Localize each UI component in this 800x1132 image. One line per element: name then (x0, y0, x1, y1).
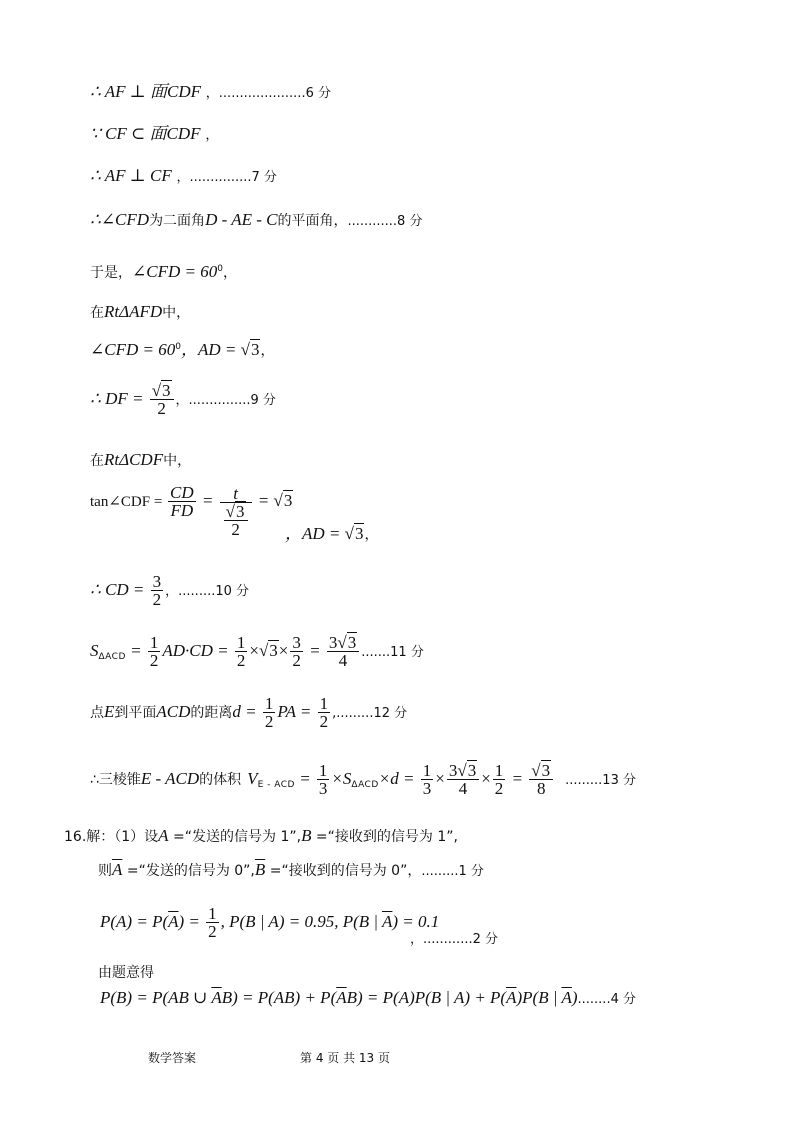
line-probabilities: $P(A) = P(\overline{A})$ = $\frac{1}{2}$ , P(B | A) = 0.95, P(B | $\overline{A}) = 0.1$ (100, 904, 440, 941)
score-13: .........13 分 (565, 773, 636, 788)
line-df-value: ∴ DF = $\frac{√3}{2}$ ，...............9 分 (90, 381, 276, 418)
line-ad-root3: ∠CFD = $60^0$，AD = √3， (90, 340, 275, 359)
line-af-perp-cf: ∴ AF ⊥ CF ，...............7 分 (90, 166, 277, 185)
fraction: $\frac{√3}{2}$ (150, 382, 174, 417)
line-area-acd: $S_{\Delta ACD}$ = $\frac{1}{2}$ AD·CD = $\frac{1}{2}$ ×√3× $\frac{3}{2}$ = $\frac{3√3}{4}$ .......11 分 (90, 633, 424, 670)
score-2: ，............2 分 (410, 932, 498, 947)
line-total-probability: P(B) = P(AB ∪ $\overline{A}B) = P(AB) + P(\overline{A}B) = P(A)P(B$ | $A) + P(\overline{A})P(B$ | $\overline{A})........4$ 分 (100, 988, 636, 1007)
line-cd-value: ∴ CD = $\frac{3}{2}$ ，.........10 分 (90, 572, 250, 609)
score-7: ，...............7 分 (176, 170, 277, 185)
line-complement-define: 则$\overline{A}$ =“发送的信号为 $0”,\overline{B}$ =“接收到的信号为 0”，.........1 分 (98, 860, 484, 879)
score-12: ,.........12 分 (332, 706, 408, 721)
line-q16-define: 16.解：（1）设A =“发送的信号为 1”,B =“接收到的信号为 1”, (64, 826, 458, 845)
score-10: ，.........10 分 (165, 584, 250, 599)
score-8: ............8 分 (347, 214, 423, 229)
fraction-nested: $\frac{t}{\frac{√3}{2}}$ (220, 485, 252, 538)
score-11: .......11 分 (361, 645, 424, 660)
line-tan-cdf: tan∠CDF = $\frac{CD}{FD}$ = $\frac{t}{\frac{√3}{2}}$ = √3 (90, 483, 293, 539)
fraction-cd-fd: $\frac{CD}{FD}$ (170, 483, 194, 520)
line-angle-60: 于是，∠CFD = $60^0$， (90, 262, 237, 281)
line-ad-root3-b: ，AD = √3， (285, 524, 379, 543)
line-cf-in-plane: ∵ CF ⊂ 面CDF ， (90, 124, 219, 143)
score-1: .........1 分 (421, 864, 484, 879)
score-6: ，.....................6 分 (205, 86, 331, 101)
line-dihedral-angle: ∴∠CFD为二面角D - AE - C的平面角，............8 分 (90, 210, 423, 229)
line-by-problem: 由题意得 (98, 965, 154, 981)
line-in-triangle-afd: 在RtΔAFD中， (90, 302, 191, 321)
line-in-triangle-cdf: 在RtΔCDF中， (90, 450, 192, 469)
line-volume: ∴三棱锥E - ACD的体积 $V_{E - ACD}$ = $\frac{1}{3}$ $\times S_{\Delta ACD}\times d$ = $\frac{1}{3}$ × $\frac{3√3}{4}$ × $\frac{1}{2}$ = $\frac{√3}{8}$ .........13 分 (90, 761, 636, 798)
fraction: $\frac{3}{2}$ (152, 572, 162, 609)
score-9: ，...............9 分 (175, 393, 276, 408)
line-distance-e: 点E到平面ACD的距离d = $\frac{1}{2}$ PA = $\frac{1}{2}$ ,.........12 分 (90, 694, 408, 731)
footer-subject: 数学答案 (148, 1051, 197, 1065)
line-score-2 (410, 928, 498, 950)
line-af-perp-plane: ∴ AF ⊥ 面CDF ，.....................6 分 (90, 82, 331, 101)
score-4: ........4 分 (577, 992, 636, 1007)
footer-page-number: 第 4 页 共 13 页 (300, 1051, 390, 1065)
